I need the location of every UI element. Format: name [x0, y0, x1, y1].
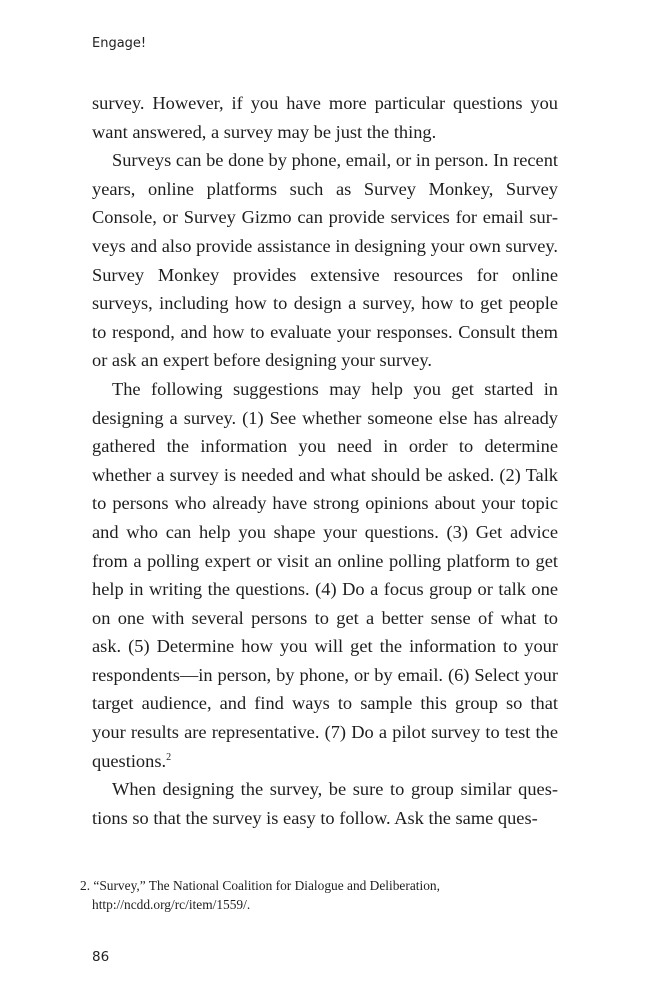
page-number: 86 [92, 949, 110, 965]
footnote-reference: 2 [166, 751, 172, 763]
footnote: 2. “Survey,” The National Coalition for Dialogue and Deliberation, http://ncdd.org/rc/item/1559/. [80, 878, 440, 912]
body-text [92, 89, 558, 832]
paragraph-4: When designing the survey, be sure to group similar questions so that the survey is easy to follow. Ask the same ques- [92, 779, 558, 828]
paragraph-3-text: The following suggestions may help you get started in designing a survey. (1) See whether someone else has already gathered the information you need in order to determine whether a survey is needed and what should be asked. (2) Talk to persons who already have strong opinions about your topic and who can help you shape your questions. (3) Get advice from a polling expert or visit an online polling platform to get help in writing the questions. (4) Do a focus group or talk one on one with several persons to get a better sense of what to ask. (5) Determine how you will get the information to your respondents—in person, by phone, or by email. (6) Select your target audience, and find ways to sample this group so that your results are representative. (7) Do a pilot survey to test the questions. [92, 378, 558, 771]
paragraph-3 [92, 375, 558, 775]
paragraph-2: Surveys can be done by phone, email, or in person. In recent years, online platforms such as Survey Monkey, Survey Console, or Survey Gizmo can provide services for email surveys and also provide assistance in designing your own survey. Survey Monkey provides extensive resources for online surveys, including how to design a survey, how to get people to respond, and how to evaluate your responses. Consult them or ask an expert before designing your survey. [92, 150, 558, 371]
running-head: Engage! [92, 36, 147, 51]
paragraph-1: survey. However, if you have more particular questions you want answered, a survey may be just the thing. [92, 93, 558, 142]
